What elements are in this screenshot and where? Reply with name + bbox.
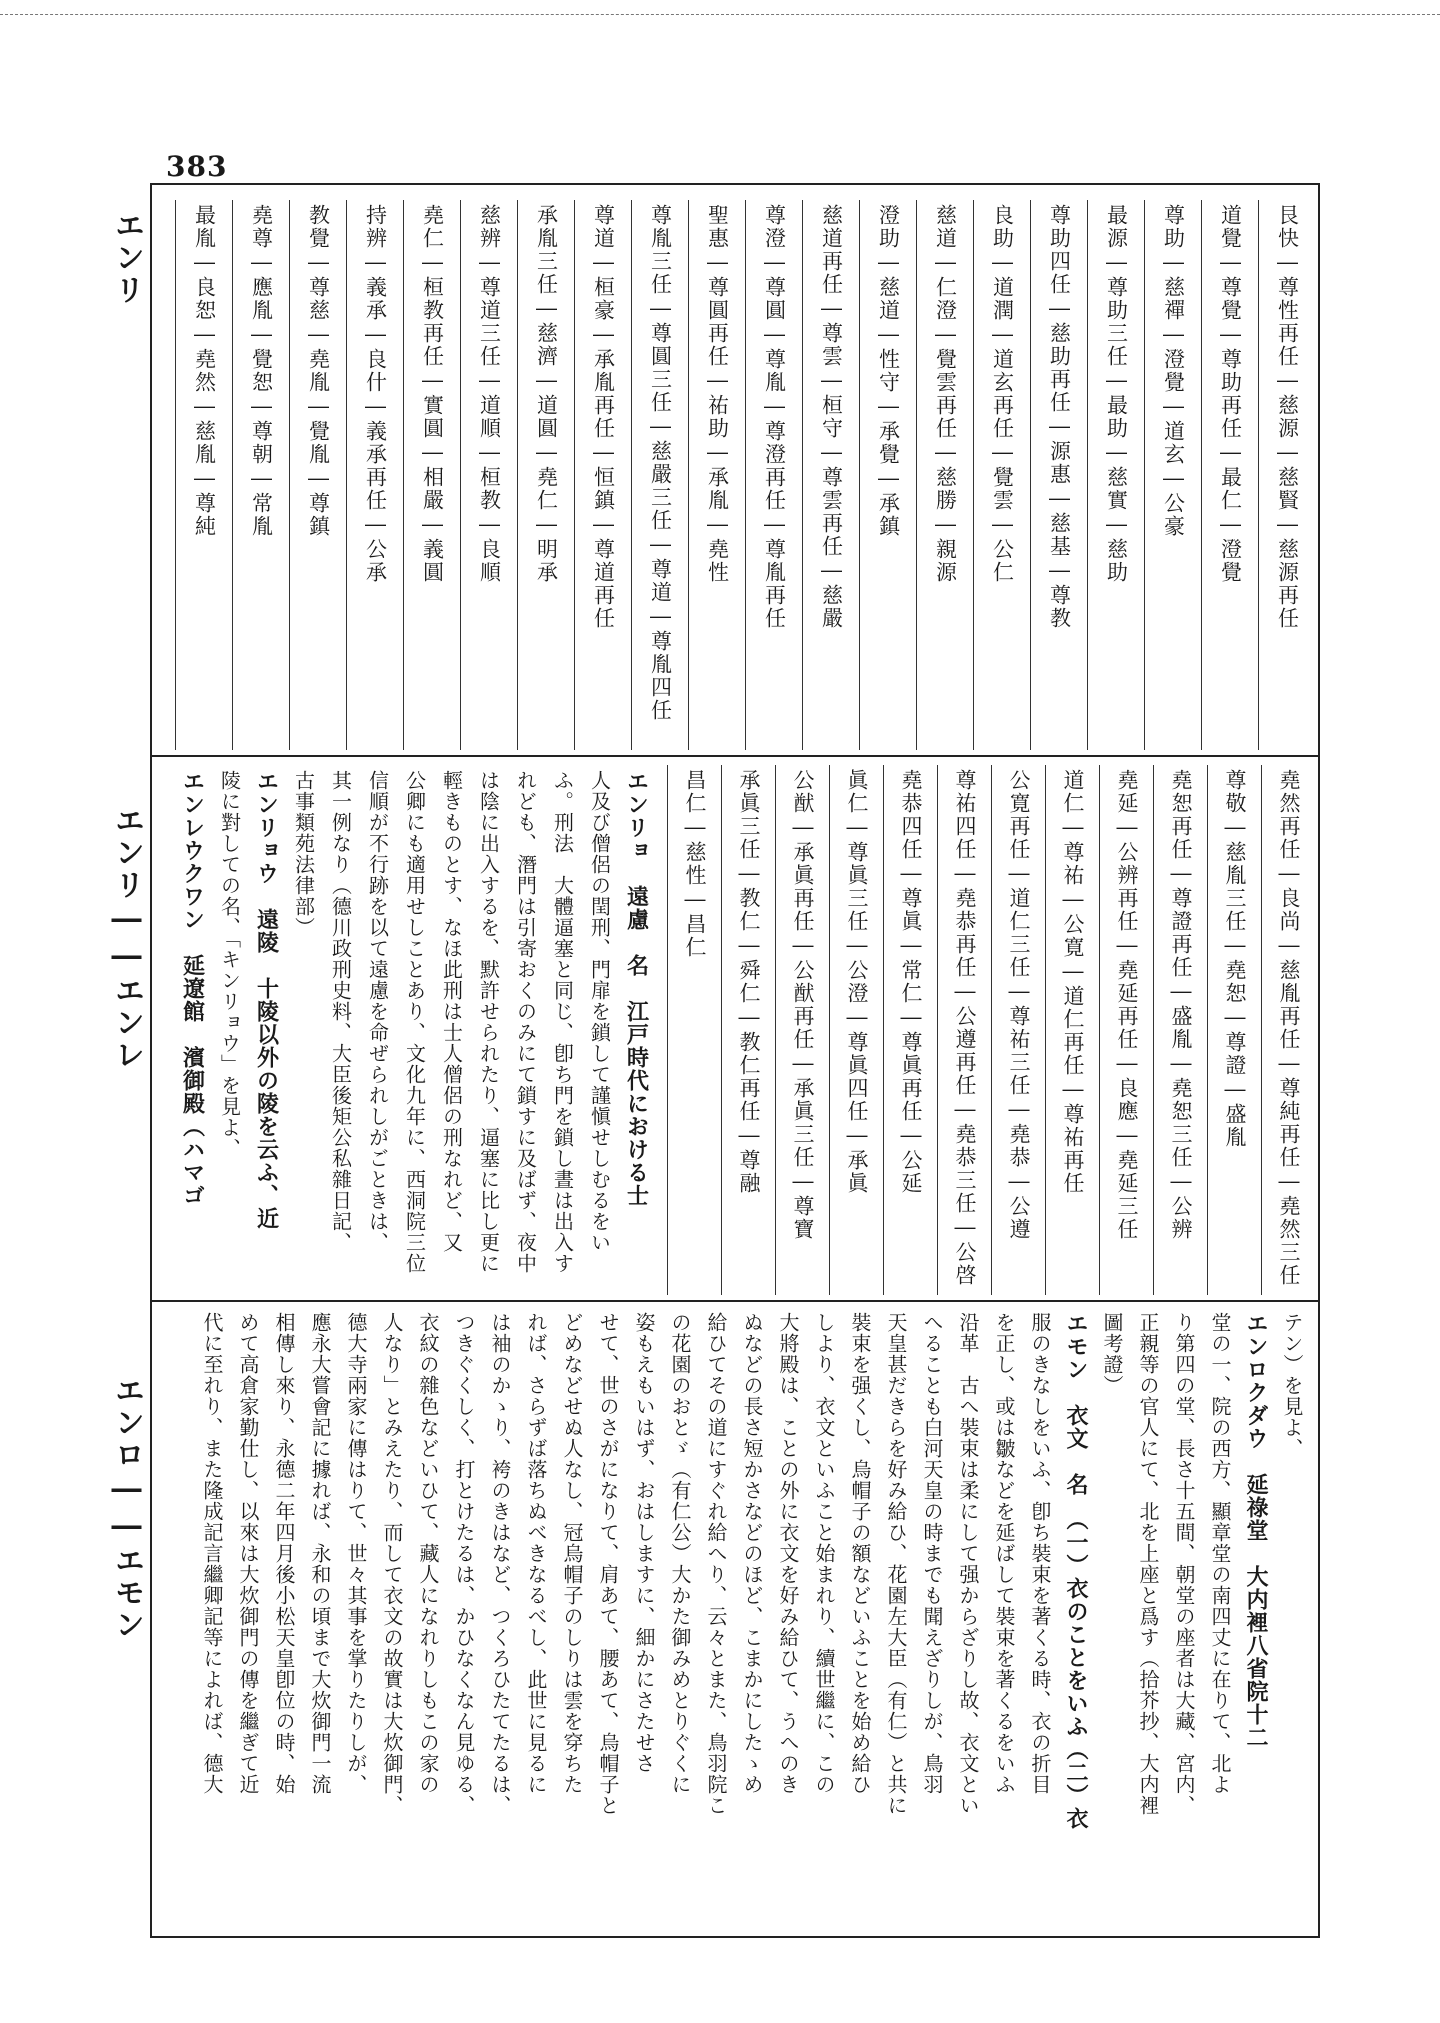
text-column: を正し、或は皺などを延ばして裝束を著くるをいふ [992, 1312, 1016, 1795]
page-number: 383 [166, 150, 228, 183]
text-column: つきぐくしく、打とけたるは、かひなくなん見ゆる、 [452, 1312, 476, 1816]
text-column: の花園のおとゞ（有仁公）大かた御みめとりぐくに [668, 1312, 692, 1795]
entries-bottom-section [170, 1310, 1310, 1930]
registry-top-section [175, 200, 1315, 750]
text-column: ふ。刑法 大體逼塞と同じ、卽ち門を鎖し晝は出入す [550, 770, 575, 1274]
registry-column: 聖惠―尊圓再任―祐助―承胤―堯性 [688, 200, 745, 750]
text-column: 沿革 古へ裝束は柔にして强からざりし故、衣文とい [956, 1312, 980, 1816]
registry-column: 慈道―仁澄―覺雲再任―慈勝―親源 [916, 200, 973, 750]
registry-column: 公猷―承眞再任―公猷再任―承眞三任―尊寶 [775, 765, 829, 1295]
text-column: へることも白河天皇の時までも聞えざりしが、鳥羽 [920, 1312, 944, 1795]
text-column: 正親等の官人にて、北を上座と爲す（拾芥抄、大内裡 [1136, 1312, 1160, 1816]
registry-column: 眞仁―尊眞三任―公澄―尊眞四任―承眞 [829, 765, 883, 1295]
registry-column: 堯恕再任―尊證再任―盛胤―堯恕三任―公辨 [1153, 765, 1207, 1295]
entry-heading-emon: エモン 衣文 名 （一）衣のことをいふ（二）衣 [1063, 1312, 1089, 1830]
registry-column: 堯仁―桓教再任―實圓―相嚴―義圓 [403, 200, 460, 750]
text-column: 大將殿は、ことの外に衣文を好み給ひて、うへのき [776, 1312, 800, 1795]
section-divider-lower [150, 1300, 1320, 1302]
registry-column: 持辨―義承―良什―義承再任―公承 [346, 200, 403, 750]
registry-column: 昌仁―慈性―昌仁 [667, 765, 721, 1295]
text-column: 相傳し來り、永德二年四月後小松天皇卽位の時、始 [272, 1312, 296, 1795]
registry-column: 尊助四任―慈助再任―源惠―慈基―尊教 [1030, 200, 1087, 750]
registry-middle-section [665, 765, 1315, 1295]
running-head-top: エンリ [109, 210, 144, 306]
registry-column: 良助―道潤―道玄再任―覺雲―公仁 [973, 200, 1030, 750]
registry-column: 慈辨―尊道三任―道順―桓教―良順 [460, 200, 517, 750]
text-column: れども、潛門は引寄おくのみにて鎖すに及ばず、夜中 [513, 770, 538, 1274]
entry-heading-enryou: エンリョウ 遠陵 十陵以外の陵を云ふ、近 [253, 770, 280, 1230]
text-column: せて、世のさがになりて、肩あて、腰あて、烏帽子と [596, 1312, 620, 1816]
registry-column: 道覺―尊覺―尊助再任―最仁―澄覺 [1201, 200, 1258, 750]
text-column: どめなどせぬ人なし、冠烏帽子のしりは雲を穿ちた [560, 1312, 584, 1795]
text-column: 姿もえもいはず、おはしますに、細かにさたせさ [632, 1312, 656, 1774]
text-column: 衣紋の雜色などいひて、藏人になれりしもこの家の [416, 1312, 440, 1795]
text-column: 代に至れり、また隆成記言繼卿記等によれば、德大 [200, 1312, 224, 1795]
entries-middle-section [170, 768, 655, 1295]
registry-column: 尊道―桓豪―承胤再任―恒鎮―尊道再任 [574, 200, 631, 750]
text-column: 人なり」とみえたり、而して衣文の故實は大炊御門、 [380, 1312, 404, 1816]
text-column: 裝束を强くし、烏帽子の額などいふことを始め給ひ [848, 1312, 872, 1795]
registry-column: 尊胤三任―尊圓三任―慈嚴三任―尊道―尊胤四任 [631, 200, 688, 750]
registry-column: 承眞三任―教仁―舜仁―教仁再任―尊融 [721, 765, 775, 1295]
registry-column: 教覺―尊慈―堯胤―覺胤―尊鎮 [289, 200, 346, 750]
registry-column: 堯然再任―良尚―慈胤再任―尊純再任―堯然三任 [1261, 765, 1315, 1295]
registry-column: 尊祐四任―堯恭再任―公遵再任―堯恭三任―公啓 [937, 765, 991, 1295]
text-column: しより、衣文といふこと始まれり、續世繼に、この [812, 1312, 836, 1795]
registry-column: 堯尊―應胤―覺恕―尊朝―常胤 [232, 200, 289, 750]
registry-column: 慈道再任―尊雲―桓守―尊雲再任―慈嚴 [802, 200, 859, 750]
text-column: 陵に對しての名、「キンリョウ」を見よ、 [217, 770, 242, 1159]
entry-heading-enrokudau: エンロクダウ 延祿堂 大内裡八省院十二 [1243, 1312, 1269, 1749]
registry-column: 堯恭四任―尊眞―常仁―尊眞再任―公延 [883, 765, 937, 1295]
text-column: 人及び僧侶の閏刑、門扉を鎖して謹愼せしむるをい [587, 770, 612, 1253]
registry-column: 澄助―慈道―性守―承覺―承鎮 [859, 200, 916, 750]
text-column: 天皇甚だきらを好み給ひ、花園左大臣（有仁）と共に [884, 1312, 908, 1816]
text-column: 公卿にも適用せしことあり、文化九年に、西洞院三位 [402, 770, 427, 1274]
text-column: れば、さらずば落ちぬべきなるべし、此世に見るに [524, 1312, 548, 1795]
text-column: 信順が不行跡を以て遠慮を命ぜられしがごときは、 [365, 770, 390, 1253]
text-column: は陰に出入するを、默許せられたり、逼塞に比し更に [476, 770, 501, 1274]
registry-column: 尊助―慈禪―澄覺―道玄―公豪 [1144, 200, 1201, 750]
text-column: 古事類苑法律部） [291, 770, 316, 938]
running-head-middle: エンリ――エンレ [109, 805, 144, 1071]
text-column: 服のきなしをいふ、卽ち裝束を著くる時、衣の折目 [1028, 1312, 1052, 1795]
registry-column: 艮快―尊性再任―慈源―慈賢―慈源再任 [1258, 200, 1315, 750]
text-column: めて高倉家勤仕し、以來は大炊御門の傳を繼ぎて近 [236, 1312, 260, 1795]
text-column: 堂の一、院の西方、顯章堂の南四丈に在りて、北よ [1208, 1312, 1232, 1795]
registry-column: 堯延―公辨再任―堯延再任―良應―堯延三任 [1099, 765, 1153, 1295]
text-column: は袖のかゝり、袴のきはなど、つくろひたてたるは、 [488, 1312, 512, 1816]
section-divider-upper [150, 755, 1320, 757]
registry-column: 道仁―尊祐―公寛―道仁再任―尊祐再任 [1045, 765, 1099, 1295]
text-column: ぬなどの長さ短かさなどのほど、こまかにしたゝめ [740, 1312, 764, 1795]
entry-heading-enryo: エンリョ 遠慮 名 江戸時代における士 [623, 770, 650, 1207]
registry-column: 尊澄―尊圓―尊胤―尊澄再任―尊胤再任 [745, 200, 802, 750]
text-column: 輕きものとす、なほ此刑は士人僧侶の刑なれど、又 [439, 770, 464, 1253]
registry-column: 尊敬―慈胤三任―堯恕―尊證―盛胤 [1207, 765, 1261, 1295]
entry-heading-enreukwan: エンレウクワン 延遼館 濱御殿（ハマゴ [179, 770, 206, 1207]
text-column: 其一例なり（德川政刑史料、大臣後矩公私雜日記、 [328, 770, 353, 1253]
text-column: テン）を見よ、 [1280, 1312, 1304, 1459]
text-column: り第四の堂、長さ十五間、朝堂の座者は大藏、宮内、 [1172, 1312, 1196, 1816]
registry-column: 最源―尊助三任―最助―慈實―慈助 [1087, 200, 1144, 750]
running-head-bottom: エンロ――エモン [109, 1375, 144, 1641]
scan-edge-line [0, 14, 1440, 15]
text-column: 給ひてその道にすぐれ給へり、云々とまた、鳥羽院こ [704, 1312, 728, 1816]
text-column: 應永大嘗會記に據れば、永和の頃まで大炊御門一流 [308, 1312, 332, 1795]
registry-column: 承胤三任―慈濟―道圓―堯仁―明承 [517, 200, 574, 750]
text-column: 德大寺兩家に傳はりて、世々其事を掌りたりしが、 [344, 1312, 368, 1795]
text-column: 圖考證） [1100, 1312, 1124, 1396]
registry-column: 最胤―良恕―堯然―慈胤―尊純 [175, 200, 232, 750]
registry-column: 公寛再任―道仁三任―尊祐三任―堯恭―公遵 [991, 765, 1045, 1295]
